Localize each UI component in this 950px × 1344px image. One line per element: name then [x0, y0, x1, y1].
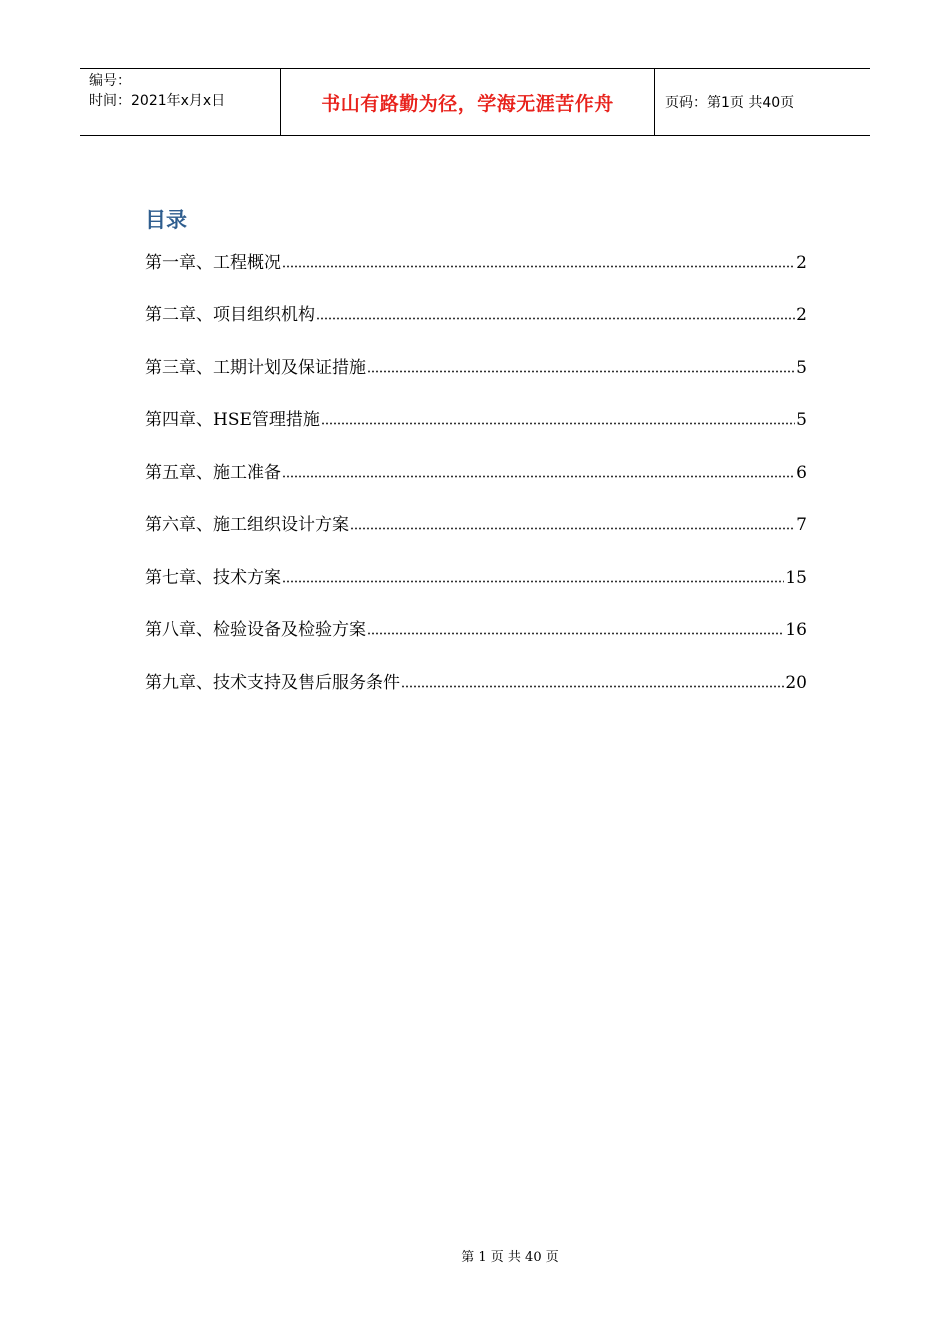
toc-leader-dots — [282, 265, 795, 268]
header-motto: 书山有路勤为径，学海无涯苦作舟 — [321, 92, 614, 115]
toc-leader-dots — [367, 632, 784, 635]
table-of-contents — [145, 203, 807, 723]
toc-entry[interactable] — [145, 461, 807, 514]
toc-entry-label: 第九章、技术支持及售后服务条件 — [145, 672, 400, 693]
header-page-info: 页码：第1页 共40页 — [665, 95, 795, 111]
toc-entry-page: 2 — [796, 253, 807, 273]
toc-entry[interactable] — [145, 251, 807, 303]
toc-entry[interactable] — [145, 356, 807, 409]
toc-entry-label: 第一章、工程概况 — [145, 253, 281, 273]
toc-entry-page: 16 — [785, 620, 807, 640]
toc-entry-label: 第四章、HSE管理措施 — [145, 410, 320, 430]
toc-entry[interactable] — [145, 408, 807, 461]
header-page-cell — [655, 69, 870, 135]
toc-entry-page: 20 — [785, 672, 807, 693]
toc-title: 目录 — [145, 208, 187, 232]
toc-entry[interactable] — [145, 303, 807, 356]
toc-entry-label: 第五章、施工准备 — [145, 462, 281, 483]
header-motto-cell — [281, 69, 655, 135]
toc-entry-page: 5 — [796, 410, 807, 430]
document-header — [80, 68, 870, 136]
toc-entry[interactable] — [145, 566, 807, 619]
toc-entry-page: 7 — [796, 515, 807, 535]
toc-leader-dots — [316, 317, 795, 320]
toc-entry[interactable] — [145, 671, 807, 724]
toc-leader-dots — [350, 527, 795, 530]
toc-entry-label: 第三章、工期计划及保证措施 — [145, 357, 366, 378]
toc-entry-page: 6 — [796, 462, 807, 483]
toc-entry[interactable] — [145, 513, 807, 566]
toc-entry-label: 第八章、检验设备及检验方案 — [145, 620, 366, 640]
header-meta-cell — [80, 69, 281, 135]
toc-entry-label: 第二章、项目组织机构 — [145, 305, 315, 325]
toc-leader-dots — [282, 475, 795, 478]
footer-page-number: 第 1 页 共 40 页 — [461, 1250, 559, 1265]
toc-entry[interactable] — [145, 618, 807, 671]
toc-entry-page: 5 — [796, 357, 807, 378]
document-number-label: 编号： — [89, 73, 131, 89]
toc-list — [145, 251, 807, 723]
toc-leader-dots — [401, 685, 784, 688]
toc-leader-dots — [367, 370, 795, 373]
toc-entry-label: 第七章、技术方案 — [145, 567, 281, 588]
toc-entry-page: 2 — [796, 305, 807, 325]
document-date: 时间：2021年x月x日 — [89, 93, 226, 109]
toc-leader-dots — [282, 580, 784, 583]
toc-entry-page: 15 — [785, 567, 807, 588]
page-footer — [0, 1246, 950, 1265]
toc-entry-label: 第六章、施工组织设计方案 — [145, 515, 349, 535]
toc-leader-dots — [321, 422, 795, 425]
